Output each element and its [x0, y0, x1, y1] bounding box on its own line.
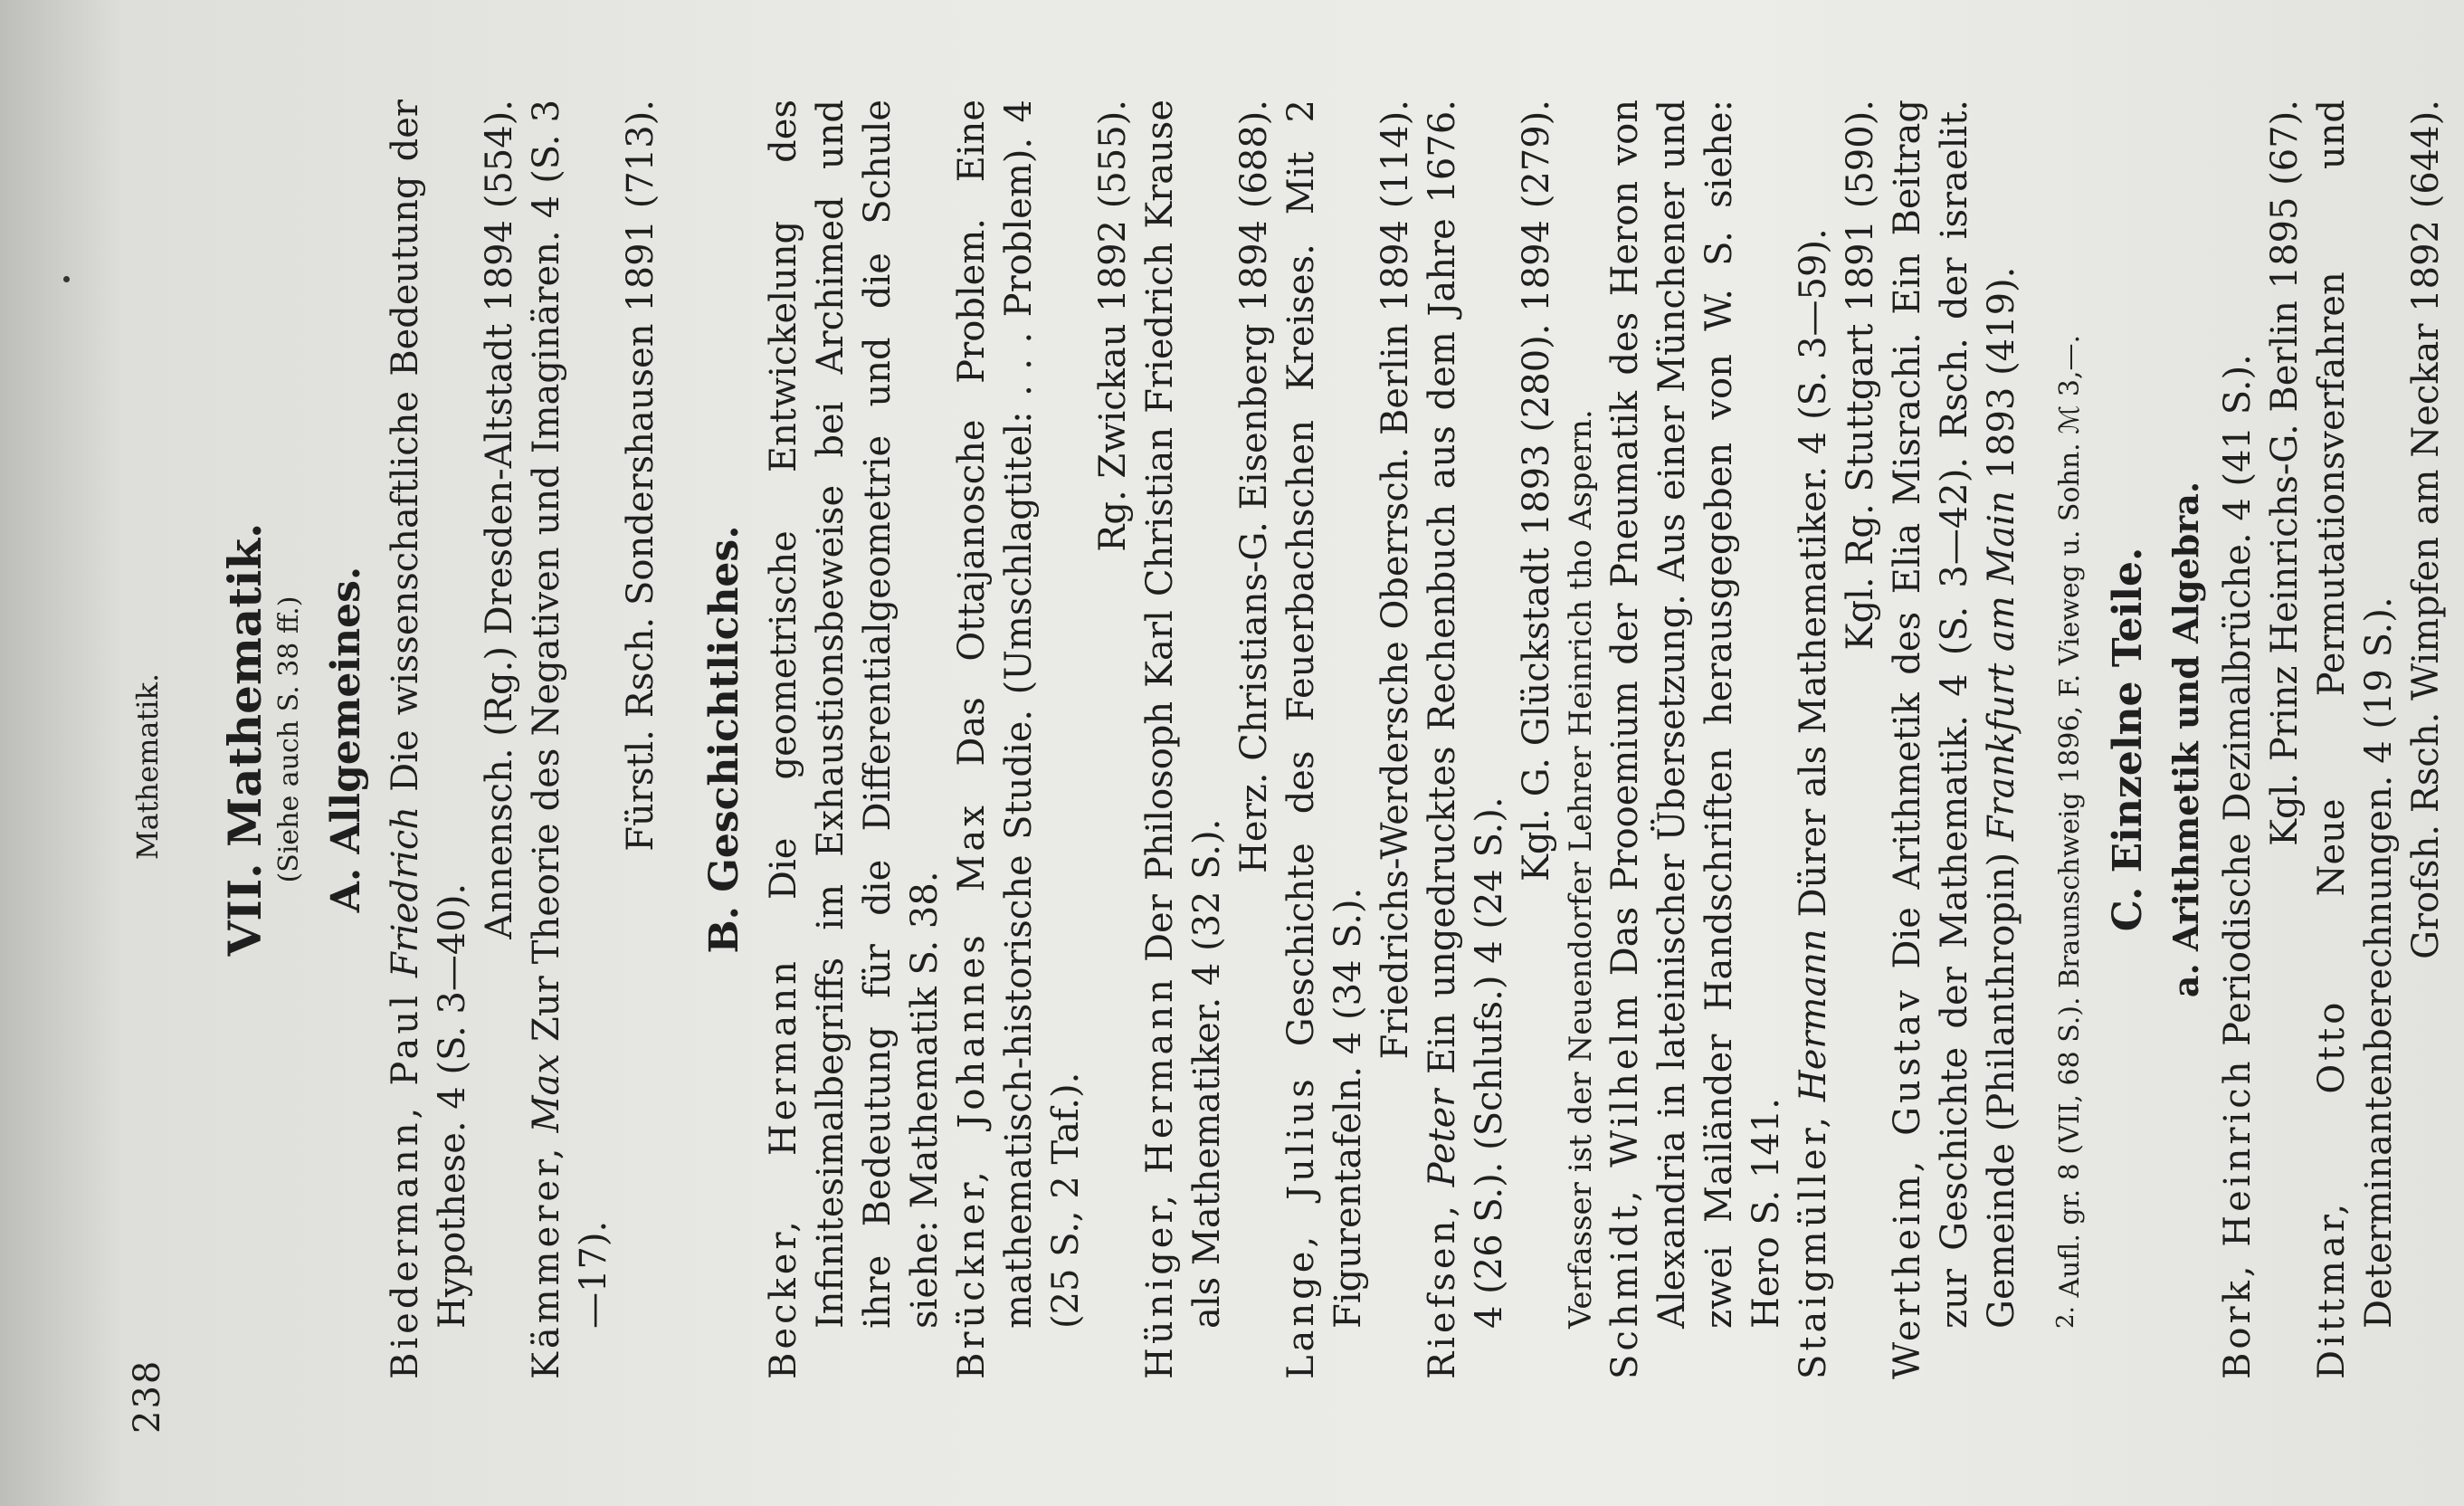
heading-einzelne-teile: C. Einzelne Teile. — [2105, 547, 2151, 932]
pub-place: Wimpfen am Neckar — [2405, 323, 2447, 701]
pub-year-number: 1891 (713). — [620, 100, 661, 312]
entry-author: Dittmar, Otto — [2311, 998, 2353, 1379]
bib-entry — [2214, 100, 2261, 1379]
entry-title: Der Philosoph Karl Christian Friedrich Krause als Mathematiker. 4 (32 S.). — [1139, 99, 1228, 1329]
entry-title: Neue Permutationsverfahren und Determinantenberechnungen. 4 (19 S.). — [2311, 100, 2400, 1329]
bib-entry — [948, 100, 1089, 1379]
heading-allgemeines: A. Allgemeines. — [323, 566, 369, 913]
heading-geschichtliches: B. Geschichtliches. — [701, 525, 747, 954]
bib-entry — [2308, 100, 2402, 1379]
pub-place: Berlin — [2264, 300, 2306, 413]
bib-entry — [1419, 100, 1513, 1379]
bib-entry — [523, 100, 617, 1379]
entry-title: Periodische Dezimalbrüche. 4 (41 S.). — [2217, 354, 2259, 1046]
section-title: VII. Mathematik. — [218, 522, 271, 957]
bib-entry — [760, 100, 948, 1379]
entry-title: Die geometrische Entwickelung des Infinitesimalbegriffs im Exhaustionsbeweise bei Archimed und ihre Bedeutung für die Differentialgeometrie und die Schule siehe: Mathematik S. 38. — [763, 100, 946, 1329]
pub-place: Eisenberg — [1233, 323, 1275, 510]
entry-publication — [1837, 100, 1884, 1379]
footnote — [2047, 100, 2089, 1379]
pub-school: Kgl. Prinz Heinrichs-G. — [2264, 424, 2306, 846]
page-header — [127, 100, 181, 1434]
entry-author: Brückner, Johannes Max — [951, 802, 993, 1379]
pub-year-number: 1894 (554). — [479, 100, 520, 312]
pub-place: Sondershausen — [620, 323, 661, 606]
pub-place: Frankfurt am Main — [1981, 491, 2022, 842]
entry-title: Die wissenschaftliche Bedeutung der Hypothese. 4 (S. 3—40). — [385, 100, 473, 1329]
pub-year-number: 1892 (644). — [2405, 100, 2447, 312]
pub-place: Berlin — [1375, 323, 1416, 436]
entry-given-name: Peter — [1422, 1089, 1463, 1187]
page-body — [217, 100, 2450, 1379]
pub-school: Annensch. (Rg.) — [479, 646, 520, 939]
entry-author: Riefsen, — [1422, 1201, 1463, 1379]
entry-author: Hüniger, Hermann — [1139, 976, 1181, 1379]
entry-publication — [1513, 100, 1560, 1379]
entry-title: Dürer als Mathematiker. 4 (S. 3—59). — [1793, 228, 1834, 918]
entry-given-name: Hermann — [1793, 929, 1834, 1102]
pub-place: Glückstadt — [1516, 548, 1557, 747]
bib-entry — [1278, 100, 1372, 1379]
pub-place: Stuttgart — [1840, 323, 1881, 492]
entry-title: Ein ungedrucktes Rechenbuch aus dem Jahre 1676. 4 (26 S.). (Schlufs.) 4 (24 S.). — [1422, 100, 1510, 1329]
bib-entry — [1137, 100, 1231, 1379]
pub-place: Dresden-Altstadt — [479, 323, 520, 635]
entry-publication — [1231, 100, 1278, 1379]
entry-title: Die Arithmetik des Elia Misrachi. Ein Beitrag zur Geschichte der Mathematik. 4 (S. 3—42). Rsch. der israelit. Gemeinde (Philanthropin) — [1887, 100, 2022, 1329]
entry-title: Das Ottajanosche Problem. Eine mathematisch-historische Studie. (Umschlagtitel: . . . Problem). 4 (25 S., 2 Taf.). — [951, 100, 1087, 1329]
entry-publication — [2402, 100, 2450, 1379]
entry-title: Geschichte des Feuerbachschen Kreises. Mit 2 Figurentafeln. 4 (34 S.). — [1280, 100, 1369, 1329]
pub-school: Kgl. G. — [1516, 758, 1557, 882]
entry-author: Schmidt, Wilhelm — [1604, 991, 1646, 1379]
page-number: 238 — [127, 1358, 168, 1434]
entry-given-name: Max — [526, 1053, 567, 1133]
pub-year-number: 1894 (688). — [1233, 100, 1275, 312]
pub-school: Herz. Christians-G. — [1233, 521, 1275, 873]
pub-year-number: 1893 (280). 1894 (279). — [1516, 100, 1557, 537]
footnote-marker: 2. — [2052, 1306, 2079, 1329]
entry-publication — [1372, 100, 1419, 1379]
heading-arithmetik-algebra: a. Arithmetik und Algebra. — [2165, 481, 2206, 998]
pub-year-number: 1892 (555). — [1092, 100, 1134, 312]
pub-school: Grofsh. Rsch. — [2405, 711, 2447, 959]
pub-year-number: 1895 (67). — [2264, 100, 2306, 290]
footnote-text: Aufl. gr. 8 (VII, 68 S.). Braunschweig 1896, F. Vieweg u. Sohn. ℳ 3,—. — [2054, 334, 2086, 1298]
pub-year-number: 1894 (114). — [1375, 100, 1416, 312]
bib-entry — [1884, 100, 2025, 1379]
entry-author: Lange, Julius — [1280, 1075, 1322, 1379]
bib-entry — [1790, 100, 1837, 1379]
entry-author: Becker, Hermann — [763, 958, 804, 1379]
pub-school: Kgl. Rg. — [1840, 503, 1881, 651]
entry-title: Zur Theorie des Negativen und Imaginären. 4 (S. 3—17). — [526, 99, 614, 1329]
entry-publication — [1089, 100, 1137, 1379]
entry-note: Verfasser ist der Neuendorfer Lehrer Heinrich tho Aspern. — [1563, 409, 1599, 1329]
pub-school: Friedrichs-Werdersche Oberrsch. — [1375, 446, 1416, 1060]
entry-title: Das Prooemium der Pneumatik des Heron von Alexandria in lateinischer Übersetzung. Aus einer Münchener und zwei Mailänder Handschriften herausgegeben von W. S. siehe: Hero S. 141. — [1604, 100, 1787, 1329]
pub-year-number: 1891 (590). — [1840, 100, 1881, 312]
bib-entry — [1602, 100, 1790, 1379]
section-subtitle: (Siehe auch S. 38 ff.) — [273, 596, 305, 883]
entry-author: Biedermann, Paul — [385, 992, 426, 1379]
entry-author: Staigmüller, — [1793, 1112, 1834, 1379]
entry-publication — [2261, 100, 2308, 1379]
entry-author: Wertheim, Gustav — [1887, 987, 1928, 1379]
bib-entry — [382, 100, 476, 1379]
running-title: Mathematik. — [130, 672, 165, 861]
pub-place: Zwickau — [1092, 323, 1134, 479]
entry-author: Kämmerer, — [526, 1144, 567, 1379]
pub-year-number: 1893 (419). — [1981, 266, 2022, 480]
entry-publication — [476, 100, 523, 1379]
entry-given-name: Friedrich — [385, 805, 426, 978]
pub-school: Fürstl. Rsch. — [620, 616, 661, 852]
pub-school: Rg. — [1092, 490, 1134, 552]
entry-publication — [617, 100, 664, 1379]
entry-author: Bork, Heinrich — [2217, 1057, 2259, 1379]
